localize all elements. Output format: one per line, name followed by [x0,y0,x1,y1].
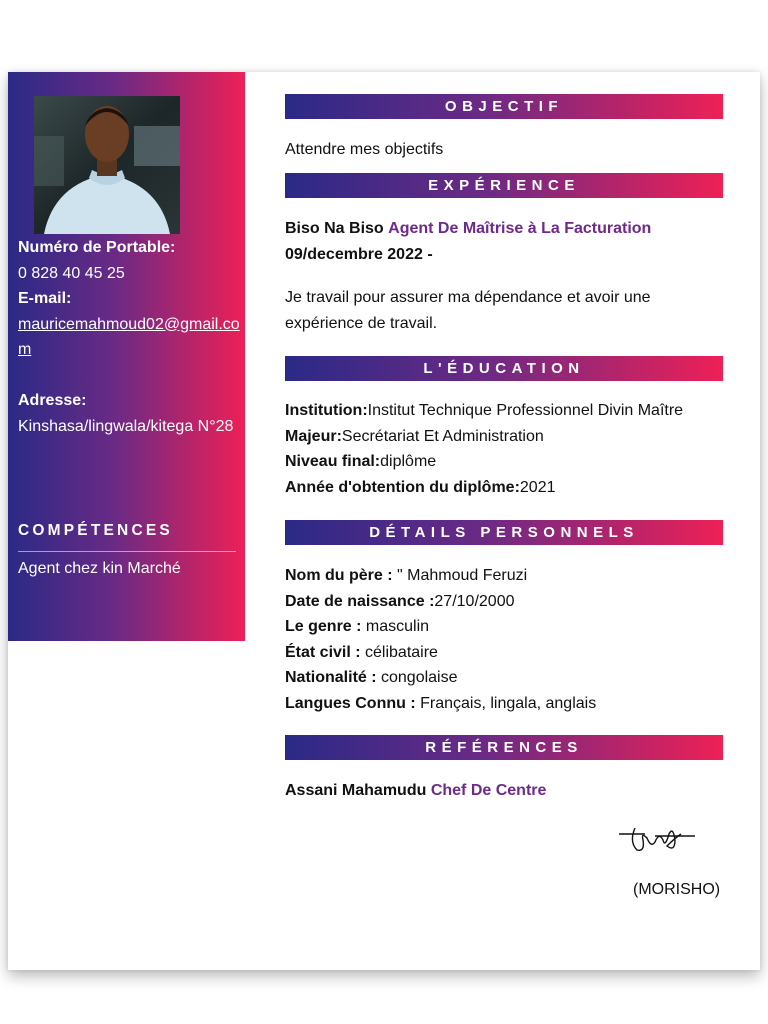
signature-image [615,822,699,867]
experience-entry [285,216,725,267]
resume-page [8,72,760,970]
email-label: E-mail: [18,290,72,307]
major-label: Majeur: [285,427,342,445]
father-label: Nom du père : [285,567,393,584]
objective-text: Attendre mes objectifs [285,141,444,158]
languages-label: Langues Connu : [285,694,416,712]
phone-label: Numéro de Portable: [18,239,176,256]
dob-label: Date de naissance : [285,592,435,610]
experience-date: 09/decembre 2022 - [285,245,433,263]
dob-value: 27/10/2000 [434,592,515,610]
skills-divider [18,551,236,552]
address-value: Kinshasa/lingwala/kitega N°28 [18,417,234,435]
level-value: diplôme [380,453,437,470]
level-label: Niveau final: [285,453,381,470]
gender-value: masculin [361,618,430,635]
nationality-label: Nationalité : [285,669,377,686]
civil-label: État civil : [285,643,361,661]
major-value: Secrétariat Et Administration [341,427,544,445]
nationality-value: congolaise [376,669,458,686]
skill-item: Agent chez kin Marché [18,560,181,577]
education-details [285,398,725,500]
civil-value: célibataire [360,643,438,661]
institution-label: Institution: [285,402,368,419]
sidebar [8,72,245,641]
experience-company: Biso Na Biso [285,220,384,237]
reference-name: Assani Mahamudu [285,782,427,799]
year-label: Année d'obtention du diplôme: [285,478,520,496]
languages-value: Français, lingala, anglais [415,694,597,712]
reference-entry [285,778,725,804]
address-label: Adresse: [18,392,87,409]
father-value: " Mahmoud Feruzi [392,567,528,584]
experience-role: Agent De Maîtrise à La Facturation [388,220,652,237]
experience-header: EXPÉRIENCE [285,173,723,198]
education-header: L'ÉDUCATION [285,356,723,381]
phone-number: 0 828 40 45 25 [18,264,125,282]
references-header: RÉFÉRENCES [285,735,723,760]
gender-label: Le genre : [285,618,362,635]
personal-details [285,563,725,716]
personal-header: DÉTAILS PERSONNELS [285,520,723,545]
experience-description: Je travail pour assurer ma dépendance et avoir une expérience de travail. [285,289,651,332]
signature-name: (MORISHO) [633,881,721,898]
year-value: 2021 [519,478,556,496]
skills-title: COMPÉTENCES [18,522,173,539]
objective-header: OBJECTIF [285,94,723,119]
reference-role: Chef De Centre [430,782,547,799]
institution-value: Institut Technique Professionnel Divin Maître [367,402,684,419]
email-link[interactable]: mauricemahmoud02@gmail.com [18,315,240,358]
profile-photo [34,96,180,234]
